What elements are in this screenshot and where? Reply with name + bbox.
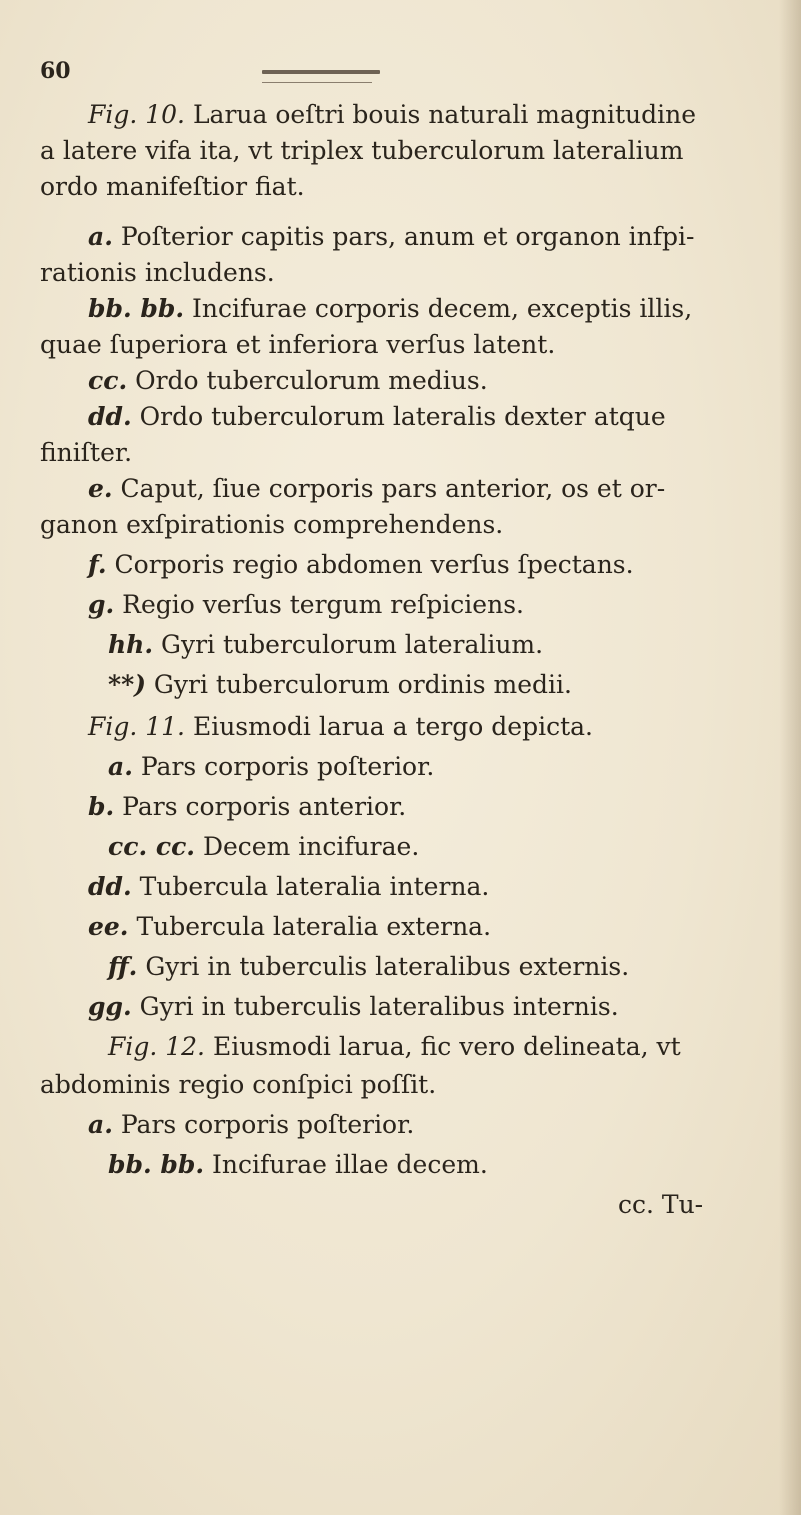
- legend-entry: cc. cc. Decem incifurae.: [108, 832, 420, 861]
- legend-key: b.: [88, 792, 115, 821]
- legend-key: cc. cc.: [108, 832, 195, 861]
- figure-label: Fig. 11.: [88, 712, 185, 741]
- legend-key: bb. bb.: [108, 1150, 205, 1179]
- legend-entry: a. Pars corporis poſterior.: [88, 1110, 415, 1139]
- text-line: ganon exſpirationis comprehendens.: [40, 510, 504, 539]
- legend-key: ff.: [108, 952, 138, 981]
- legend-key: cc.: [88, 366, 128, 395]
- legend-entry: bb. bb. Incifurae illae decem.: [108, 1150, 488, 1179]
- legend-entry: bb. bb. Incifurae corporis decem, exceptis illis,: [88, 294, 693, 323]
- text-line: abdominis regio conſpici poſſit.: [40, 1070, 437, 1099]
- page-number: 60: [40, 58, 71, 84]
- header-ornament-rule: [262, 70, 380, 74]
- legend-key: hh.: [108, 630, 154, 659]
- legend-key: dd.: [88, 402, 132, 431]
- legend-key: dd.: [88, 872, 132, 901]
- legend-key: f.: [88, 550, 107, 579]
- legend-entry: **) Gyri tuberculorum ordinis medii.: [108, 670, 572, 699]
- legend-entry: ff. Gyri in tuberculis lateralibus externis.: [108, 952, 630, 981]
- text-line: rationis includens.: [40, 258, 275, 287]
- legend-entry: f. Corporis regio abdomen verſus ſpectans.: [88, 550, 634, 579]
- legend-key: g.: [88, 590, 115, 619]
- header-ornament-rule-thin: [262, 82, 372, 83]
- legend-entry: a. Pars corporis poſterior.: [108, 752, 435, 781]
- legend-entry: dd. Ordo tuberculorum lateralis dexter atque: [88, 402, 666, 431]
- legend-key: gg.: [88, 992, 132, 1021]
- legend-key: a.: [88, 1110, 113, 1139]
- figure-label: Fig. 10.: [88, 100, 185, 129]
- text-line: ordo manifeſtior fiat.: [40, 172, 305, 201]
- text-line: Fig. 10. Larua oeſtri bouis naturali magnitudine: [88, 100, 697, 129]
- legend-key: e.: [88, 474, 113, 503]
- legend-entry: a. Poſterior capitis pars, anum et organon infpi-: [88, 222, 695, 251]
- legend-key: bb. bb.: [88, 294, 185, 323]
- legend-entry: g. Regio verſus tergum reſpiciens.: [88, 590, 524, 619]
- page-edge-shadow: [779, 0, 801, 1515]
- legend-key: a.: [108, 752, 133, 781]
- text-line: Fig. 11. Eiusmodi larua a tergo depicta.: [88, 712, 593, 741]
- legend-entry: gg. Gyri in tuberculis lateralibus internis.: [88, 992, 619, 1021]
- legend-key: **): [108, 670, 146, 699]
- legend-entry: ee. Tubercula lateralia externa.: [88, 912, 492, 941]
- text-line: quae ſuperiora et inferiora verſus latent.: [40, 330, 556, 359]
- text-line: Fig. 12. Eiusmodi larua, fic vero delineata, vt: [108, 1032, 681, 1061]
- text-line: a latere vifa ita, vt triplex tuberculorum lateralium: [40, 136, 684, 165]
- legend-entry: cc. Ordo tuberculorum medius.: [88, 366, 488, 395]
- text-line: finiſter.: [40, 438, 133, 467]
- legend-entry: hh. Gyri tuberculorum lateralium.: [108, 630, 544, 659]
- legend-key: ee.: [88, 912, 129, 941]
- legend-entry: e. Caput, ſiue corporis pars anterior, os et or-: [88, 474, 666, 503]
- legend-key: a.: [88, 222, 113, 251]
- legend-entry: dd. Tubercula lateralia interna.: [88, 872, 490, 901]
- legend-entry: b. Pars corporis anterior.: [88, 792, 407, 821]
- figure-label: Fig. 12.: [108, 1032, 205, 1061]
- catchword: cc. Tu-: [618, 1190, 704, 1219]
